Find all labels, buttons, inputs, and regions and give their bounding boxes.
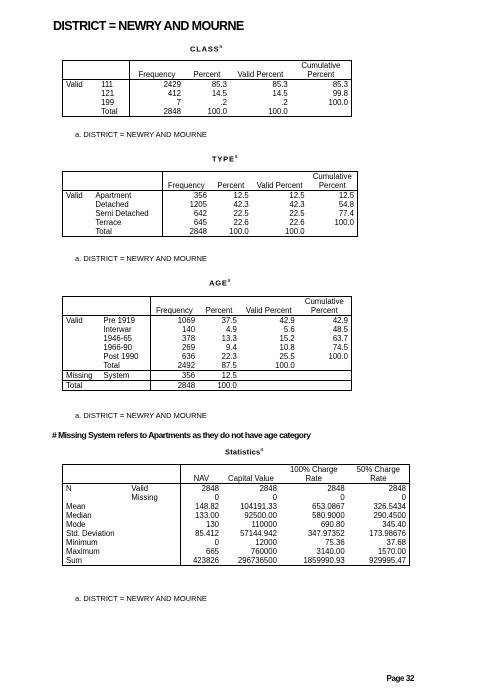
age-valid-percent-cell xyxy=(240,371,298,381)
statistics-value-cell: 2848 xyxy=(327,484,345,493)
age-percent-cell: 4.9 xyxy=(225,325,237,334)
statistics-row-label: N xyxy=(66,484,72,493)
statistics-row-label: Sum xyxy=(66,556,83,565)
class-cumulative-percent-cell: 85.3 xyxy=(332,80,348,89)
page-number: Page 32 xyxy=(386,674,414,683)
type-frequency-cell: 2848 xyxy=(189,227,207,236)
age-valid-percent-cell: 15.2 xyxy=(279,334,295,343)
age-frequency-table xyxy=(62,296,352,391)
statistics-footnote: a. DISTRICT = NEWRY AND MOURNE xyxy=(75,594,207,603)
statistics-value-cell: 290.4500 xyxy=(373,511,406,520)
class-cumulative-percent-cell xyxy=(291,107,352,117)
class-table-title xyxy=(190,44,223,54)
type-row-group xyxy=(63,200,93,209)
age-row-group: Valid xyxy=(66,316,83,325)
type-cumulative-percent-cell: 12.5 xyxy=(338,191,354,200)
class-header-cumulative-percent: Cumulative Percent xyxy=(301,61,341,79)
type-title-sup: a xyxy=(234,154,239,160)
statistics-table xyxy=(62,464,410,566)
statistics-value-cell: 12000 xyxy=(255,538,277,547)
age-row-group xyxy=(63,334,101,343)
age-valid-percent-cell xyxy=(240,381,298,391)
statistics-row xyxy=(63,529,410,538)
statistics-value-cell: 0 xyxy=(340,493,345,502)
age-frequency-cell: 2492 xyxy=(177,361,196,370)
type-frequency-cell: 1205 xyxy=(189,200,207,209)
class-row-label: 199 xyxy=(98,98,129,107)
age-row-label xyxy=(100,381,150,391)
statistics-value-cell: 296736500 xyxy=(237,556,277,565)
class-valid-percent-cell: 14.5 xyxy=(272,89,288,98)
statistics-row-label: Mode xyxy=(66,520,86,529)
statistics-value-cell: 2848 xyxy=(259,484,277,493)
age-row xyxy=(63,381,352,391)
statistics-value-cell: 104191.33 xyxy=(240,502,277,511)
class-percent-cell: .2 xyxy=(220,98,227,107)
age-cumulative-percent-cell: 48.5 xyxy=(332,325,348,334)
age-cumulative-percent-cell xyxy=(298,381,352,391)
age-frequency-cell: 140 xyxy=(182,325,196,334)
type-row-label: Semi Detached xyxy=(92,209,162,218)
age-cumulative-percent-cell xyxy=(298,361,352,371)
statistics-row xyxy=(63,556,410,566)
statistics-value-cell: 760000 xyxy=(250,547,277,556)
statistics-row-label: Mean xyxy=(66,502,86,511)
type-row-group xyxy=(63,227,93,237)
statistics-row-label: Median xyxy=(66,511,92,520)
statistics-value-cell: 580.9000 xyxy=(312,511,345,520)
age-title-sup: a xyxy=(227,278,232,284)
statistics-value-cell: 57144.942 xyxy=(240,529,277,538)
age-row xyxy=(63,361,352,371)
statistics-row-sublabel xyxy=(128,502,180,511)
statistics-row xyxy=(63,538,410,547)
statistics-value-cell: 0 xyxy=(214,538,219,547)
statistics-table-title xyxy=(225,447,263,457)
class-frequency-table xyxy=(62,60,352,117)
age-corner xyxy=(63,297,151,316)
age-percent-cell: 37.5 xyxy=(221,316,237,325)
type-cumulative-percent-cell: 100.0 xyxy=(334,218,354,227)
statistics-value-cell: 75.36 xyxy=(325,538,345,547)
class-title-sup: a xyxy=(219,44,224,50)
type-title-text: TYPE xyxy=(212,154,235,164)
type-row xyxy=(63,227,358,237)
age-title-text: AGE xyxy=(209,278,228,288)
age-cumulative-percent-cell: 63.7 xyxy=(332,334,348,343)
age-frequency-cell: 356 xyxy=(182,371,196,380)
type-row-label: Apartment xyxy=(92,191,162,201)
age-valid-percent-cell: 10.8 xyxy=(279,343,295,352)
statistics-title-text: Statistics xyxy=(225,447,261,457)
type-valid-percent-cell: 22.5 xyxy=(289,209,305,218)
age-frequency-cell: 378 xyxy=(182,334,196,343)
type-valid-percent-cell: 42.3 xyxy=(289,200,305,209)
age-row-group xyxy=(63,325,101,334)
age-row xyxy=(63,371,352,381)
statistics-value-cell: 37.68 xyxy=(386,538,406,547)
type-header-valid-percent: Valid Percent xyxy=(256,181,303,190)
type-header-percent: Percent xyxy=(217,181,245,190)
class-valid-percent-cell: .2 xyxy=(281,98,288,107)
statistics-value-cell: 1859990.93 xyxy=(303,556,345,565)
statistics-row-sublabel: Missing xyxy=(128,493,180,502)
statistics-value-cell: 130 xyxy=(205,520,219,529)
statistics-value-cell: 929995.47 xyxy=(369,556,406,565)
age-percent-cell: 100.0 xyxy=(217,381,237,390)
age-percent-cell: 12.5 xyxy=(221,371,237,380)
age-valid-percent-cell: 100.0 xyxy=(275,361,295,370)
age-valid-percent-cell: 25.5 xyxy=(279,352,295,361)
age-valid-percent-cell: 5.6 xyxy=(283,325,295,334)
age-row-group xyxy=(63,343,101,352)
type-frequency-cell: 645 xyxy=(193,218,207,227)
statistics-row xyxy=(63,502,410,511)
statistics-value-cell: 665 xyxy=(205,547,219,556)
type-header-cumulative-percent: Cumulative Percent xyxy=(312,172,352,190)
age-cumulative-percent-cell: 42.9 xyxy=(332,316,348,325)
missing-system-note: # Missing System refers to Apartments as they do not have age category xyxy=(52,430,311,440)
statistics-value-cell: 0 xyxy=(272,493,277,502)
statistics-title-sup: a xyxy=(260,447,264,453)
statistics-value-cell: 0 xyxy=(214,493,219,502)
statistics-row-sublabel xyxy=(128,511,180,520)
statistics-corner xyxy=(63,465,181,484)
age-row-group: Missing xyxy=(66,371,93,380)
class-row xyxy=(63,107,352,117)
type-percent-cell: 22.5 xyxy=(233,209,249,218)
statistics-row-sublabel xyxy=(128,529,180,538)
statistics-row-sublabel xyxy=(128,538,180,547)
class-cumulative-percent-cell: 99.8 xyxy=(332,89,348,98)
statistics-row-sublabel: Valid xyxy=(128,484,180,494)
age-cumulative-percent-cell: 74.5 xyxy=(332,343,348,352)
age-row-group: Total xyxy=(66,381,83,390)
statistics-value-cell: 690.80 xyxy=(320,520,345,529)
type-row-group: Valid xyxy=(66,191,83,200)
class-frequency-cell: 2848 xyxy=(163,107,181,116)
class-cumulative-percent-cell: 100.0 xyxy=(328,98,348,107)
class-valid-percent-cell: 100.0 xyxy=(268,107,288,116)
class-corner xyxy=(63,61,130,80)
class-row-group xyxy=(63,107,99,117)
age-row-label: Pre 1919 xyxy=(100,316,150,326)
age-row-label: System xyxy=(100,371,150,381)
class-title-text: CLASS xyxy=(190,44,220,54)
age-header-percent: Percent xyxy=(205,306,233,315)
age-percent-cell: 22.3 xyxy=(221,352,237,361)
type-frequency-cell: 642 xyxy=(193,209,207,218)
statistics-row-sublabel xyxy=(128,520,180,529)
class-percent-cell: 85.3 xyxy=(211,80,227,89)
statistics-value-cell: 3140.00 xyxy=(316,547,345,556)
statistics-header-capital-value: Capital Value xyxy=(228,474,274,483)
document-heading: DISTRICT = NEWRY AND MOURNE xyxy=(53,19,244,33)
statistics-value-cell: 347.97352 xyxy=(307,529,345,538)
age-cumulative-percent-cell: 100.0 xyxy=(328,352,348,361)
statistics-value-cell: 345.40 xyxy=(382,520,406,529)
class-header-valid-percent: Valid Percent xyxy=(237,70,284,79)
type-row xyxy=(63,218,358,227)
class-row-group: Valid xyxy=(66,80,83,89)
statistics-header-100-charge-rate: 100% Charge Rate xyxy=(289,465,338,483)
statistics-value-cell: 653.0867 xyxy=(312,502,345,511)
statistics-row-label xyxy=(63,493,129,502)
type-footnote: a. DISTRICT = NEWRY AND MOURNE xyxy=(75,254,207,263)
type-row xyxy=(63,209,358,218)
type-valid-percent-cell: 22.6 xyxy=(289,218,305,227)
type-row xyxy=(63,191,358,201)
age-frequency-cell: 2848 xyxy=(177,381,196,390)
type-row-group xyxy=(63,209,93,218)
type-row xyxy=(63,200,358,209)
statistics-row xyxy=(63,493,410,502)
age-row-label: 1966-90 xyxy=(100,343,150,352)
age-row xyxy=(63,325,352,334)
age-row-group xyxy=(63,352,101,361)
age-row xyxy=(63,343,352,352)
type-row-label: Total xyxy=(92,227,162,237)
statistics-row-label: Std. Deviation xyxy=(66,529,115,538)
age-frequency-cell: 269 xyxy=(182,343,196,352)
statistics-header-nav: NAV xyxy=(193,474,210,483)
statistics-value-cell: 2848 xyxy=(201,484,219,493)
statistics-value-cell: 326.5434 xyxy=(373,502,406,511)
statistics-row xyxy=(63,511,410,520)
age-row-label: Post 1990 xyxy=(100,352,150,361)
class-row-label: Total xyxy=(98,107,129,117)
statistics-value-cell: 148.82 xyxy=(195,502,219,511)
class-footnote: a. DISTRICT = NEWRY AND MOURNE xyxy=(75,130,207,139)
type-cumulative-percent-cell: 77.4 xyxy=(338,209,354,218)
statistics-row-label: Maximum xyxy=(66,547,100,556)
statistics-value-cell: 1570.00 xyxy=(377,547,406,556)
statistics-row xyxy=(63,547,410,556)
class-frequency-cell: 412 xyxy=(167,89,181,98)
type-frequency-table xyxy=(62,171,358,237)
age-footnote: a. DISTRICT = NEWRY AND MOURNE xyxy=(75,411,207,420)
age-valid-percent-cell: 42.9 xyxy=(279,316,295,325)
class-row xyxy=(63,98,352,107)
class-row-group xyxy=(63,98,99,107)
age-header-frequency: Frequency xyxy=(155,306,193,315)
type-row-label: Terrace xyxy=(92,218,162,227)
type-frequency-cell: 356 xyxy=(193,191,207,200)
statistics-row-sublabel xyxy=(128,547,180,556)
age-frequency-cell: 636 xyxy=(182,352,196,361)
type-cumulative-percent-cell: 54.8 xyxy=(338,200,354,209)
class-percent-cell: 14.5 xyxy=(211,89,227,98)
class-header-percent: Percent xyxy=(193,70,221,79)
statistics-row-sublabel xyxy=(128,556,180,566)
class-row-label: 111 xyxy=(98,80,129,90)
type-valid-percent-cell: 12.5 xyxy=(289,191,305,200)
statistics-value-cell: 423826 xyxy=(192,556,219,565)
class-frequency-cell: 7 xyxy=(176,98,181,107)
type-header-frequency: Frequency xyxy=(167,181,205,190)
age-row-label: 1946-65 xyxy=(100,334,150,343)
statistics-value-cell: 2848 xyxy=(388,484,406,493)
statistics-value-cell: 173.98676 xyxy=(369,529,406,538)
age-cumulative-percent-cell xyxy=(298,371,352,381)
statistics-row xyxy=(63,520,410,529)
class-row-label: 121 xyxy=(98,89,129,98)
statistics-value-cell: 92500.00 xyxy=(244,511,277,520)
type-percent-cell: 42.3 xyxy=(233,200,249,209)
statistics-value-cell: 0 xyxy=(401,493,406,502)
type-valid-percent-cell: 100.0 xyxy=(285,227,305,236)
type-cumulative-percent-cell xyxy=(308,227,358,237)
statistics-header-50-charge-rate: 50% Charge Rate xyxy=(356,465,400,483)
age-row-label: Total xyxy=(100,361,150,371)
class-header-frequency: Frequency xyxy=(138,70,176,79)
age-row-group xyxy=(63,361,101,371)
type-row-label: Detached xyxy=(92,200,162,209)
class-row xyxy=(63,80,352,90)
age-row xyxy=(63,316,352,326)
type-corner xyxy=(63,172,163,191)
age-percent-cell: 87.5 xyxy=(221,361,237,370)
age-row-label: Interwar xyxy=(100,325,150,334)
type-percent-cell: 100.0 xyxy=(229,227,249,236)
class-percent-cell: 100.0 xyxy=(207,107,227,116)
age-percent-cell: 9.4 xyxy=(225,343,237,352)
age-table-title xyxy=(209,278,231,288)
type-table-title xyxy=(212,154,238,164)
statistics-value-cell: 85.412 xyxy=(195,529,219,538)
class-frequency-cell: 2429 xyxy=(163,80,181,89)
type-percent-cell: 22.6 xyxy=(233,218,249,227)
statistics-row-label: Minimum xyxy=(66,538,98,547)
age-header-cumulative-percent: Cumulative Percent xyxy=(304,297,344,315)
class-row-group xyxy=(63,89,99,98)
age-header-valid-percent: Valid Percent xyxy=(245,306,292,315)
age-row xyxy=(63,334,352,343)
class-row xyxy=(63,89,352,98)
type-percent-cell: 12.5 xyxy=(233,191,249,200)
statistics-value-cell: 133.00 xyxy=(195,511,219,520)
type-row-group xyxy=(63,218,93,227)
statistics-value-cell: 110000 xyxy=(251,520,277,529)
age-percent-cell: 13.3 xyxy=(221,334,237,343)
class-valid-percent-cell: 85.3 xyxy=(272,80,288,89)
age-frequency-cell: 1069 xyxy=(177,316,196,325)
age-row xyxy=(63,352,352,361)
statistics-row xyxy=(63,484,410,494)
